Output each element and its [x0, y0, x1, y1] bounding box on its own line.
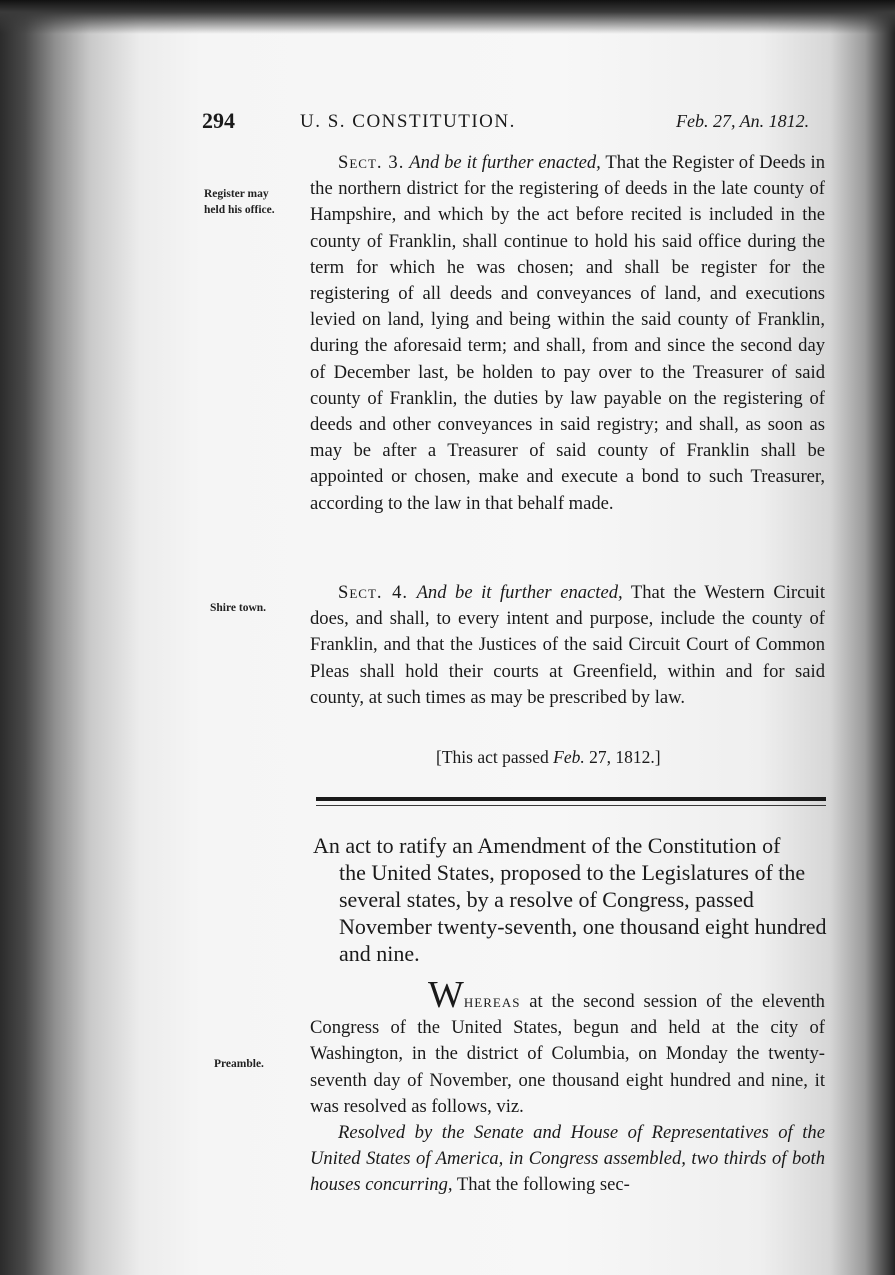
- enacting-clause: And be it further enacted,: [416, 582, 623, 603]
- title-initial: A: [313, 833, 329, 858]
- section-text: That the Register of Deeds in the northern district for the registering of deeds in the late county of Hampshire, and which by the act before recited is included in the county of Franklin, shall continue to hold his said office during the term for which he was chosen; and shall be register for the registering of all deeds and conveyances of land, and executions levied on land, lying and being within the said county of Franklin, during the aforesaid term; and shall, from and since the second day of December last, be holden to pay over to the Treasurer of said county of Franklin, the duties by law payable on the registering of deeds and other conveyances in said registry; and shall, as soon as may be after a Treasurer of said county of Franklin shall be appointed or chosen, make and execute a bond to such Treasurer, according to the law in that behalf made.: [310, 152, 826, 514]
- margin-note-register: [204, 186, 275, 218]
- enacting-clause: And be it further enacted,: [409, 152, 601, 173]
- section-label: Sect. 3.: [338, 152, 405, 173]
- title-first-line: n act to ratify an Amendment of the Constitution of: [328, 833, 781, 858]
- resolved-clause: Resolved by the Senate and House of Representatives of the United States of America, in Congress assembled, two thirds of both houses concurring,: [310, 1122, 825, 1196]
- section-divider-thick: [316, 797, 826, 801]
- margin-note-line: held his office.: [204, 204, 275, 216]
- section-label: Sect. 4.: [338, 582, 409, 603]
- margin-note-shire-town: Shire town.: [210, 602, 267, 614]
- header-date: Feb. 27, An. 1812.: [676, 111, 810, 131]
- title-continuation: the United States, proposed to the Legislatures of the several states, by a resolve of Congress, passed November twenty-seventh, one thousand eight hundred and nine.: [339, 860, 827, 966]
- section-divider-thin: [316, 805, 826, 806]
- page-number: 294: [202, 108, 235, 133]
- section-3: [310, 150, 825, 517]
- drop-cap: W: [428, 974, 464, 1016]
- whereas-word: hereas: [463, 991, 521, 1012]
- preamble-text: at the second session of the eleventh Congress of the United States, begun and held at the city of Washington, in the district of Columbia, on Monday the twenty-seventh day of November, one thousand eight hundred and nine, it was resolved as follows, viz.: [310, 991, 825, 1117]
- preamble: [310, 974, 825, 1199]
- page-header: [0, 108, 895, 138]
- passed-date-rest: 27, 1812.]: [589, 747, 661, 767]
- margin-note-preamble: Preamble.: [214, 1058, 264, 1070]
- running-title: U. S. CONSTITUTION.: [300, 111, 516, 132]
- resolved-tail: That the following sec-: [456, 1174, 630, 1196]
- margin-note-line: Register may: [204, 188, 269, 200]
- section-4: [310, 580, 825, 711]
- section-text: That the Western Circuit does, and shall, to every intent and purpose, include the county of Franklin, and that the Justices of the said Circuit Court of Common Pleas shall hold their courts at Greenfield, within and for said county, at such times as may be prescribed by law.: [310, 582, 826, 708]
- act-title: [313, 832, 828, 967]
- act-passed-note: [436, 747, 661, 768]
- passed-date-month: Feb.: [553, 747, 585, 767]
- passed-prefix: [This act passed: [436, 747, 549, 767]
- page-top-shadow: [0, 0, 895, 34]
